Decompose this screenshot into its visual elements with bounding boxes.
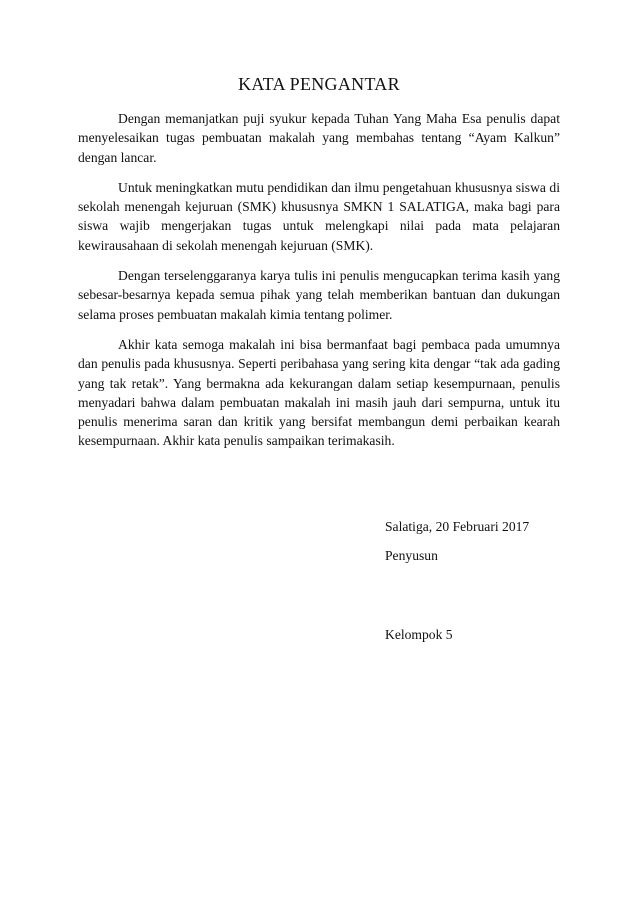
signature-place-date: Salatiga, 20 Februari 2017	[385, 519, 530, 534]
paragraph-2: Untuk meningkatkan mutu pendidikan dan ilmu pengetahuan khususnya siswa di sekolah menengah kejuruan (SMK) khususnya SMKN 1 SALATIGA, maka bagi para siswa wajib mengerjakan tugas untuk melengkapi nilai pada mata pelajaran kewirausahaan di sekolah menengah kejuruan (SMK).	[78, 179, 560, 253]
signature-role: Penyusun	[385, 548, 438, 563]
signature-name: Kelompok 5	[385, 627, 453, 642]
signature-block	[385, 517, 529, 644]
page-title: KATA PENGANTAR	[238, 74, 400, 94]
document-body	[78, 74, 560, 462]
paragraph-3: Dengan terselenggaranya karya tulis ini penulis mengucapkan terima kasih yang sebesar-besarnya kepada semua pihak yang telah memberikan bantuan dan dukungan selama proses pembuatan makalah kimia tentang polimer.	[78, 268, 560, 322]
paragraph-1: Dengan memanjatkan puji syukur kepada Tuhan Yang Maha Esa penulis dapat menyelesaikan tugas pembuatan makalah yang membahas tentang “Ayam Kalkun” dengan lancar.	[78, 111, 560, 165]
paragraph-4: Akhir kata semoga makalah ini bisa bermanfaat bagi pembaca pada umumnya dan penulis pada khususnya. Seperti peribahasa yang sering kita dengar “tak ada gading yang tak retak”. Yang bermakna ada kekurangan dalam setiap kesempurnaan, penulis menyadari bahwa dalam pembuatan makalah ini masih jauh dari sempurna, untuk itu penulis menerima saran dan kritik yang bersifat membangun demi perbaikan kearah kesempurnaan. Akhir kata penulis sampaikan terimakasih.	[78, 336, 560, 449]
